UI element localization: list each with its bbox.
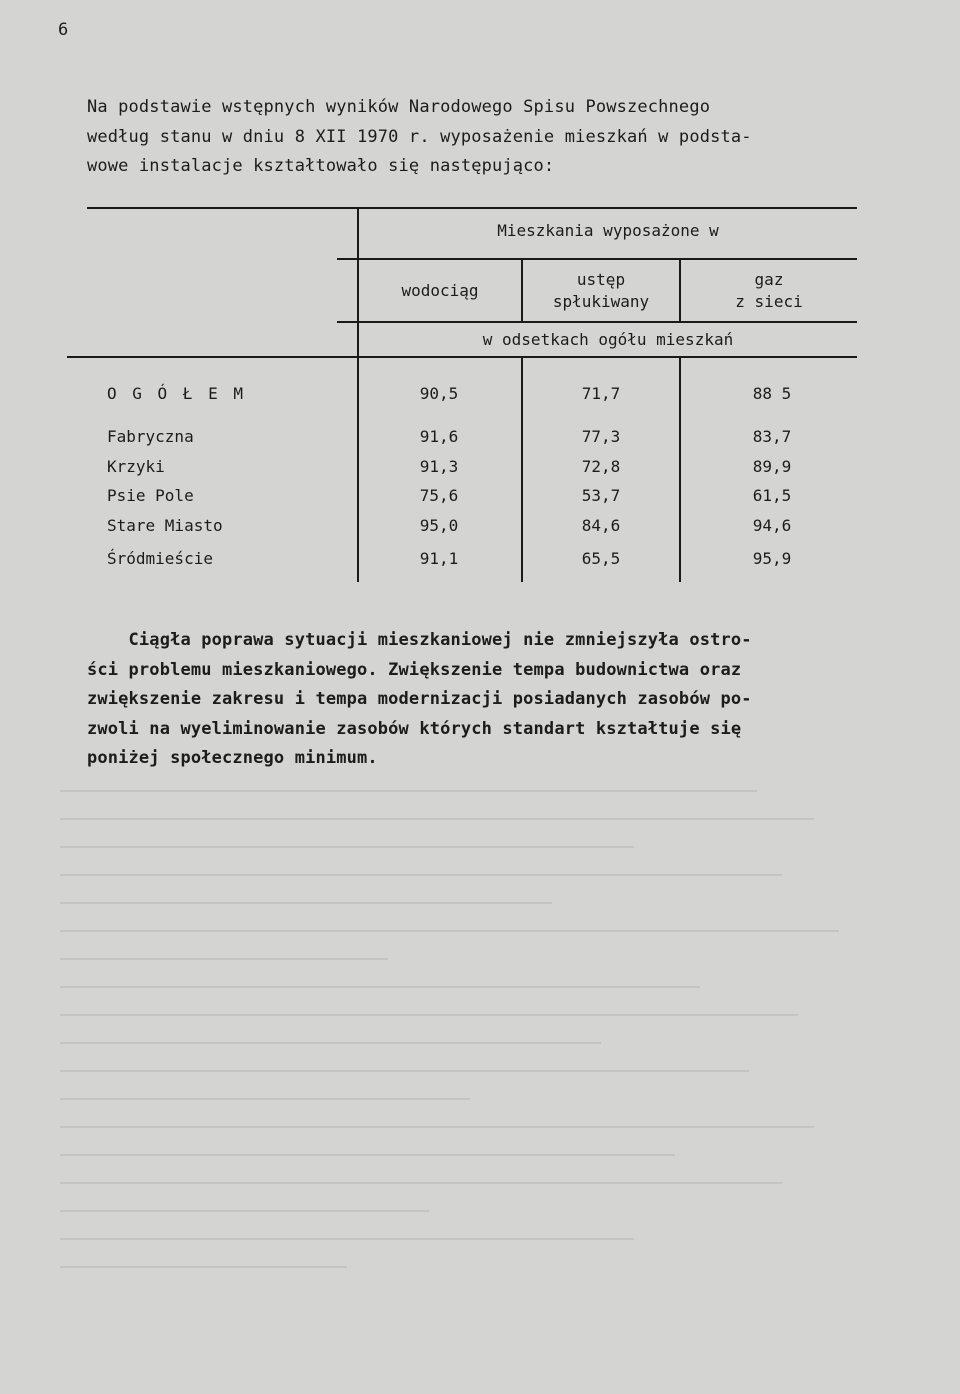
value-cell: 53,7 (581, 486, 621, 505)
unit-header: w odsetkach ogółu mieszkań (482, 330, 734, 349)
row-label: Stare Miasto (107, 516, 223, 535)
equipment-table (87, 207, 857, 582)
header-bottom-rule (67, 356, 857, 358)
column-separator (679, 259, 681, 322)
intro-paragraph (87, 93, 752, 182)
row-label: Śródmieście (107, 549, 213, 568)
column-header-gas-line2: z sieci (735, 292, 803, 311)
value-cell: 61,5 (752, 486, 792, 505)
intro-line: Na podstawie wstępnych wyników Narodowego Spisu Powszechnego (87, 97, 711, 117)
row-label: O G Ó Ł E M (107, 384, 246, 403)
closing-line: zwiększenie zakresu i tempa modernizacji posiadanych zasobów po- (87, 689, 752, 709)
value-cell: 75,6 (419, 486, 459, 505)
value-cell: 90,5 (419, 384, 459, 403)
column-header-gas: gaz (754, 270, 784, 289)
column-separator (521, 357, 523, 582)
closing-paragraph (87, 626, 752, 774)
reverse-side-bleed-through (60, 790, 880, 1350)
value-cell: 95,9 (752, 549, 792, 568)
row-label: Krzyki (107, 457, 165, 476)
value-cell: 95,0 (419, 516, 459, 535)
value-cell: 88 5 (752, 384, 792, 403)
intro-line: wowe instalacje kształtowało się następująco: (87, 156, 555, 176)
value-cell: 65,5 (581, 549, 621, 568)
column-header-rule (337, 321, 857, 323)
closing-line: ści problemu mieszkaniowego. Zwiększenie tempa budownictwa oraz (87, 659, 742, 680)
row-label: Fabryczna (107, 427, 194, 446)
value-cell: 94,6 (752, 516, 792, 535)
label-column-rule (357, 207, 359, 582)
value-cell: 89,9 (752, 457, 792, 476)
row-label: Psie Pole (107, 486, 194, 505)
column-separator (521, 259, 523, 322)
value-cell: 77,3 (581, 427, 621, 446)
group-header: Mieszkania wyposażone w (497, 221, 719, 240)
closing-line: poniżej społecznego minimum. (87, 748, 378, 768)
closing-line: Ciągła poprawa sytuacji mieszkaniowej nie zmniejszyła ostro- (87, 630, 752, 650)
column-header-toilet: ustęp (576, 270, 626, 289)
intro-line: według stanu w dniu 8 XII 1970 r. wyposażenie mieszkań w podsta- (87, 126, 752, 147)
column-header-water: wodociąg (401, 281, 479, 300)
value-cell: 91,1 (419, 549, 459, 568)
value-cell: 72,8 (581, 457, 621, 476)
value-cell: 84,6 (581, 516, 621, 535)
value-cell: 83,7 (752, 427, 792, 446)
table-top-rule (87, 207, 857, 209)
value-cell: 91,3 (419, 457, 459, 476)
group-header-rule (337, 258, 857, 260)
page-number: 6 (58, 20, 69, 40)
column-header-toilet-line2: spłukiwany (552, 292, 650, 311)
value-cell: 91,6 (419, 427, 459, 446)
column-separator (679, 357, 681, 582)
value-cell: 71,7 (581, 384, 621, 403)
closing-line: zwoli na wyeliminowanie zasobów których standart kształtuje się (87, 718, 742, 739)
